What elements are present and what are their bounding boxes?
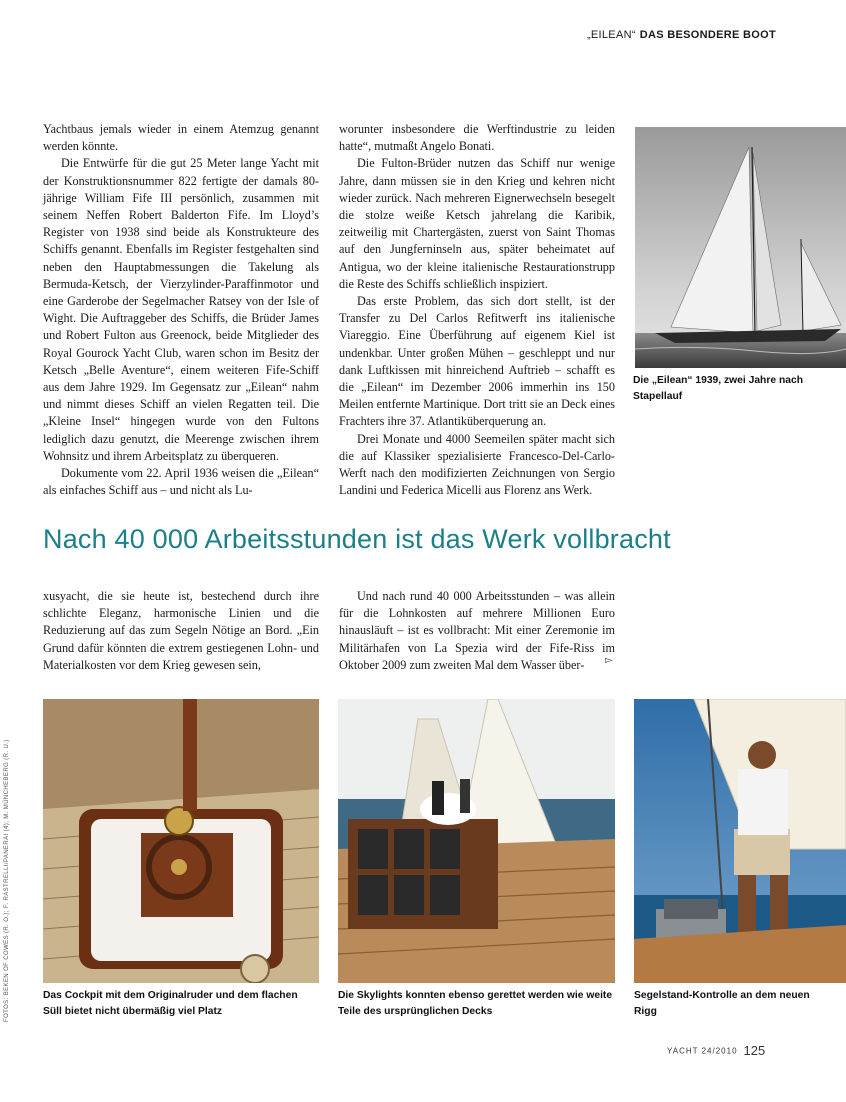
body-column-1 [43, 121, 319, 499]
cockpit-photo [43, 699, 319, 983]
historic-yacht-photo [635, 127, 846, 368]
body-column-4 [339, 588, 615, 674]
paragraph: Das erste Problem, das sich dort stellt, ist der Transfer zu Del Carlos Refitwerft ins italienische Viareggio. Eine Überführung auf eigenem Kiel ist undenkbar. Unter großen Mühen – geschleppt und nur dank Luftkissen mit hinreichend Auftrieb – schafft es die „Eilean“ im Dezember 2006 immerhin ins 150 Meilen entfernte Martinique. Dort tritt sie an Deck eines Frachters ihre 37. Atlantiküberquerung an. [339, 294, 615, 429]
paragraph: Die Fulton-Brüder nutzen das Schiff nur wenige Jahre, dann müssen sie in den Krieg und kehren nicht wieder zurück. Nach mehreren Eignerwechseln besegelt die stolze weiße Ketsch jahrelang die Karibik, zeitweilig mit Chartergästen, zuerst von Saint Thomas auf den Jungferninseln aus, später beheimatet auf Antigua, wo der kleine italienische Restaurationstrupp die Reste des Schiffs schließlich inspiziert. [339, 156, 615, 291]
paragraph: Yachtbaus jemals wieder in einem Atemzug genannt werden könnte. [43, 122, 319, 154]
caption-historic-photo: Die „Eilean“ 1939, zwei Jahre nach Stapellauf [633, 375, 803, 402]
continue-arrow-icon: ▻ [605, 655, 613, 666]
paragraph: Dokumente vom 22. April 1936 weisen die „Eilean“ als einfaches Schiff aus – und nicht als Lu- [43, 466, 319, 498]
caption-rigg: Segelstand-Kontrolle an dem neuen Rigg [634, 990, 810, 1017]
body-column-2 [339, 121, 615, 499]
paragraph: Die Entwürfe für die gut 25 Meter lange Yacht mit der Konstruktionsnummer 822 fertigte der damals 80-jährige William Fife III persönlich, zusammen mit seinem Neffen Robert Balderton Fife. Im Lloyd’s Register von 1938 sind beide als Konstrukteure des Schiffs genannt. Ebenfalls im Register festgehalten sind neben den Hauptabmessungen die Takelung als Bermuda-Ketsch, der Vierzylinder-Paraffinmotor und eine Garderobe der Segelmacher Ratsey von der Isle of Wight. Die Auftraggeber des Schiffs, die Brüder James und Robert Fulton aus Greenock, beide Mitglieder des Royal Gourock Yacht Club, waren schon im Besitz der Ketsch „Belle Aventure“, einem weiteren Fife-Schiff aus dem Jahre 1929. Im Gegensatz zur „Eilean“ nahm und nimmt dieses Schiff an vielen Regatten teil. Die „Kleine Insel“ hingegen wurde von den Fultons lediglich dazu genutzt, die Meerenge zwischen ihrem Wohnsitz und ihrem Arbeitsplatz zu überqueren. [43, 156, 319, 463]
page-number: 125 [743, 1043, 766, 1059]
body-column-3 [43, 588, 319, 674]
rigg-photo [634, 699, 846, 983]
section-headline: Nach 40 000 Arbeitsstunden ist das Werk vollbracht [43, 524, 671, 554]
header-kicker: „EILEAN“ [586, 29, 636, 41]
photo-credit: FOTOS: BEKEN OF COWES (R. O.); F. RASTRELLI/PANERAI (4); M. MÜNCHEBERG (R. U.) [4, 739, 10, 1022]
page-footer [667, 1042, 765, 1060]
running-header [587, 29, 776, 41]
caption-skylights: Die Skylights konnten ebenso gerettet werden wie weite Teile des ursprünglichen Decks [338, 990, 613, 1017]
issue-label: YACHT 24/2010 [667, 1046, 738, 1056]
paragraph: Drei Monate und 4000 Seemeilen später macht sich die auf Klassiker spezialisierte Francesco-Del-Carlo-Werft nach den modifizierten Zeichnungen von Sergio Landini und Federica Micelli aus Florenz ans Werk. [339, 431, 615, 498]
paragraph: Und nach rund 40 000 Arbeitsstunden – was allein für die Lohnkosten auf mehrere Millionen Euro hinausläuft – ist es vollbracht: Mit einer Zeremonie im Militärhafen von La Spezia wird der Fife-Riss im Oktober 2009 zum zweiten Mal dem Wasser über- [339, 589, 615, 672]
paragraph: worunter insbesondere die Werftindustrie zu leiden hatte“, mutmaßt Angelo Bonati. [339, 122, 615, 154]
header-section: DAS BESONDERE BOOT [639, 29, 776, 41]
paragraph: xusyacht, die sie heute ist, bestechend durch ihre schlichte Eleganz, harmonische Linien und die Reduzierung auf das zum Segeln Nötige an Bord. „Ein Grund dafür könnten die extrem gestiegenen Lohn- und Materialkosten vor dem Krieg gewesen sein, [43, 589, 319, 672]
skylights-photo [338, 699, 615, 983]
caption-cockpit: Das Cockpit mit dem Originalruder und dem flachen Süll bietet nicht übermäßig viel Platz [43, 990, 298, 1017]
